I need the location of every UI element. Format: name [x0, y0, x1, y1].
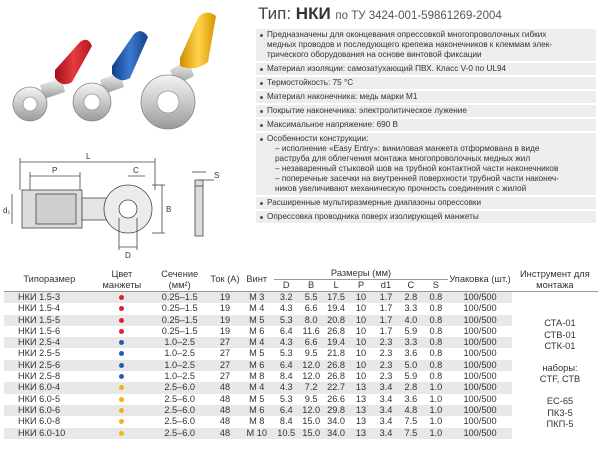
cell-dim: 10: [355, 371, 367, 382]
cell-dim: 6.4: [279, 325, 293, 336]
cell-screw: М 4: [240, 337, 274, 348]
tool-item: CTF, СТВ: [539, 374, 581, 385]
spec-line: Покрытие наконечника: электролитическое лужение: [267, 106, 467, 115]
cell-screw: М 6: [240, 405, 274, 416]
cell-section: 0.25–1.5: [161, 303, 198, 314]
cell-current: 27: [219, 348, 231, 359]
cell-dim: 13: [349, 428, 374, 439]
spec-line: Материал изоляции: самозатухающий ПВХ. Класс V-0 по UL94: [267, 64, 507, 73]
cell-current: 48: [219, 416, 231, 427]
header-dim: D: [274, 280, 299, 292]
title-prefix: Тип:: [258, 4, 292, 23]
cell-dim: 10: [349, 315, 374, 326]
cell-color: [95, 315, 149, 326]
header-screw: Винт: [240, 268, 274, 292]
cell-dim: 0.8: [429, 371, 443, 382]
table-row: [4, 337, 598, 348]
header-dim: S: [423, 280, 448, 292]
header-dim: d1: [374, 280, 399, 292]
cell-dim: 12.0: [299, 360, 324, 371]
cell-dim: 7.5: [398, 428, 423, 439]
cell-pack: 100/500: [448, 292, 511, 304]
title-name: НКИ: [295, 4, 331, 23]
cell-color: [95, 348, 149, 359]
color-dot-icon: [119, 397, 124, 402]
spec-line: Предназначены для оконцевания опрессовкой многопроволочных гибких: [267, 30, 547, 39]
cell-dim: 19.4: [327, 303, 346, 314]
cell-dim: 4.0: [398, 315, 423, 326]
cell-dim: 10: [355, 348, 367, 359]
cell-dim: 13: [355, 393, 367, 404]
cell-current: 27: [219, 371, 231, 382]
spec-item: [256, 29, 596, 61]
table-row: [4, 326, 598, 337]
table-row: [4, 371, 598, 382]
tool-list: [522, 318, 598, 431]
header-pack: Упаковка (шт.): [448, 268, 511, 292]
cell-dim: 17.5: [324, 292, 349, 304]
cell-section: 1.0–2.5: [149, 360, 210, 371]
spec-line: Расширенные мультиразмерные диапазоны опрессовки: [267, 198, 482, 207]
cell-dim: 11.6: [302, 325, 320, 336]
cell-dim: 21.8: [327, 348, 346, 359]
cell-color: [95, 326, 149, 337]
cell-dim: 4.8: [398, 405, 423, 416]
cell-type: НКИ 1.5-4: [18, 303, 61, 314]
cell-dim: 6.4: [274, 405, 299, 416]
cell-pack: 100/500: [448, 382, 511, 393]
table-row: [4, 292, 598, 304]
cell-dim: 1.0: [423, 382, 448, 393]
cell-dim: 3.4: [374, 405, 399, 416]
cell-color: [95, 382, 149, 393]
cell-dim: 7.5: [404, 416, 418, 427]
spec-item: [256, 197, 596, 209]
cell-type: НКИ 2.5-6: [4, 360, 95, 371]
cell-dim: 4.3: [274, 337, 299, 348]
cell-dim: 9.5: [304, 348, 318, 359]
cell-type: НКИ 2.5-8: [18, 371, 61, 382]
spec-list: [256, 29, 596, 225]
cell-color: [95, 428, 149, 439]
cell-dim: 3.3: [404, 303, 418, 314]
cell-current: 48: [210, 382, 239, 393]
cell-section: 0.25–1.5: [161, 325, 198, 336]
cell-dim: 0.8: [423, 360, 448, 371]
label-C: C: [133, 166, 139, 175]
cell-color: [95, 337, 149, 348]
cell-type: НКИ 6.0-4: [4, 382, 95, 393]
spec-item: [256, 119, 596, 131]
cell-dim: 1.7: [379, 303, 393, 314]
label-P: P: [52, 166, 58, 175]
cell-dim: 3.3: [398, 337, 423, 348]
cell-dim: 3.2: [274, 292, 299, 304]
cell-screw: М 10: [240, 428, 274, 439]
color-dot-icon: [119, 329, 124, 334]
spec-line: Особенности конструкции:: [267, 134, 369, 143]
cell-section: 1.0–2.5: [164, 348, 195, 359]
cell-dim: 4.3: [274, 382, 299, 393]
cell-dim: 8.4: [279, 416, 293, 427]
cell-type: НКИ 6.0-6: [4, 405, 95, 416]
cell-section: 0.25–1.5: [149, 315, 210, 326]
cell-dim: 5.3: [274, 315, 299, 326]
cell-screw: М 5: [249, 348, 265, 359]
cell-current: 48: [219, 393, 231, 404]
spec-line: Максимальное напряжение: 690 В: [267, 120, 398, 129]
cell-dim: 15.0: [302, 416, 321, 427]
cell-section: 0.25–1.5: [149, 292, 210, 304]
cell-pack: 100/500: [463, 348, 497, 359]
cell-dim: 0.8: [423, 315, 448, 326]
spec-item: [256, 77, 596, 89]
cell-current: 48: [210, 428, 239, 439]
spec-item: [256, 211, 596, 223]
spec-subline: – исполнение «Easy Entry»: виниловая манжета отформована в виде: [275, 144, 540, 153]
cell-dim: 1.7: [374, 315, 399, 326]
cell-dim: 29.8: [324, 405, 349, 416]
cell-current: 27: [210, 360, 239, 371]
spec-line: медных проводов и последующего крепежа наконечников к клеммам элек-: [267, 40, 553, 49]
cell-type: НКИ 6.0-10: [4, 428, 95, 439]
header-section: Сечение (мм²): [149, 268, 210, 292]
cell-dim: 9.5: [304, 393, 318, 404]
table-row: [4, 315, 598, 326]
label-d1: d₁: [3, 206, 11, 215]
cell-dim: 4.3: [279, 303, 293, 314]
cell-current: 19: [219, 325, 231, 336]
spec-line: Опрессовка проводника поверх изолирующей манжеты: [267, 212, 479, 221]
cell-section: 2.5–6.0: [164, 416, 195, 427]
tool-item: ЕС-65: [546, 395, 574, 406]
cell-dim: 2.3: [379, 371, 393, 382]
cell-section: 2.5–6.0: [149, 428, 210, 439]
cell-dim: 15.0: [299, 428, 324, 439]
tool-item: ПКП-5: [546, 419, 574, 430]
spec-line: трического оборудования на основе винтовой фиксации: [267, 50, 482, 59]
spec-line: Материал наконечника: медь марки М1: [267, 92, 418, 101]
cell-screw: М 4: [249, 303, 265, 314]
header-dim: C: [398, 280, 423, 292]
cell-pack: 100/500: [448, 405, 511, 416]
cell-current: 48: [210, 405, 239, 416]
cell-dim: 10: [355, 303, 367, 314]
cell-dim: 20.8: [324, 315, 349, 326]
label-B: B: [166, 205, 172, 214]
cell-dim: 0.8: [423, 292, 448, 304]
table-row: [4, 348, 598, 359]
cell-dim: 2.8: [398, 292, 423, 304]
color-dot-icon: [119, 340, 124, 345]
cell-type: НКИ 1.5-6: [18, 325, 61, 336]
cell-dim: 3.6: [404, 348, 418, 359]
spec-table: [4, 268, 598, 439]
label-D: D: [125, 251, 131, 260]
cell-section: 2.5–6.0: [164, 393, 195, 404]
cell-dim: 12.0: [299, 405, 324, 416]
table-row: [4, 416, 598, 427]
spacer: [522, 386, 598, 396]
cell-dim: 6.6: [299, 337, 324, 348]
color-dot-icon: [119, 351, 124, 356]
tool-item: ПК3-5: [547, 407, 573, 418]
color-dot-icon: [119, 385, 124, 390]
cell-color: [95, 292, 149, 304]
cell-screw: М 6: [249, 325, 265, 336]
cell-dim: 2.3: [374, 337, 399, 348]
cell-section: 2.5–6.0: [149, 382, 210, 393]
cell-section: 1.0–2.5: [149, 337, 210, 348]
tool-item: СТА-01: [544, 318, 576, 328]
cell-color: [95, 371, 149, 382]
cell-tool: [512, 292, 598, 304]
cell-pack: 100/500: [463, 325, 497, 336]
cell-dim: 0.8: [429, 325, 443, 336]
cell-dim: 10: [349, 292, 374, 304]
cell-dim: 10.5: [274, 428, 299, 439]
table-row: [4, 303, 598, 314]
cell-dim: 13: [349, 405, 374, 416]
cell-type: НКИ 2.5-4: [4, 337, 95, 348]
cell-color: [95, 405, 149, 416]
cell-dim: 1.7: [374, 292, 399, 304]
table-row: [4, 428, 598, 439]
cell-dim: 1.0: [423, 428, 448, 439]
color-dot-icon: [119, 408, 124, 413]
cell-screw: М 3: [240, 292, 274, 304]
cell-color: [95, 303, 149, 314]
cell-dim: 26.8: [327, 325, 346, 336]
spec-item: [256, 63, 596, 75]
cell-dim: 10: [349, 337, 374, 348]
color-dot-icon: [119, 374, 124, 379]
cell-current: 19: [210, 315, 239, 326]
cell-color: [95, 416, 149, 427]
cell-dim: 19.4: [324, 337, 349, 348]
tool-item: СТК-01: [544, 341, 576, 352]
color-dot-icon: [119, 318, 124, 323]
spec-item: [256, 91, 596, 103]
cell-color: [95, 360, 149, 371]
cell-dim: 0.8: [429, 348, 443, 359]
product-photo: [0, 0, 248, 145]
page-title: [258, 4, 598, 24]
cell-pack: 100/500: [463, 303, 497, 314]
cell-dim: 13: [355, 416, 367, 427]
cell-current: 19: [210, 292, 239, 304]
cell-dim: 2.8: [398, 382, 423, 393]
cell-type: НКИ 6.0-5: [18, 393, 61, 404]
spacer: [522, 353, 598, 363]
label-L: L: [86, 152, 91, 161]
spec-line: Термостойкость: 75 °С: [267, 78, 354, 87]
cell-dim: 1.0: [423, 405, 448, 416]
cell-dim: 34.0: [327, 416, 346, 427]
cell-screw: М 8: [249, 416, 265, 427]
cell-dim: 26.8: [324, 360, 349, 371]
cell-dim: 3.6: [404, 393, 418, 404]
tool-item: СТВ-01: [544, 329, 576, 340]
cell-dim: 8.0: [299, 315, 324, 326]
cell-screw: М 4: [240, 382, 274, 393]
cell-dim: 6.6: [304, 303, 318, 314]
header-dim: L: [324, 280, 349, 292]
cell-dim: 0.8: [429, 303, 443, 314]
spec-subline: раструба для облегчения монтажа многопроволочных медных жил: [275, 154, 531, 163]
cell-screw: М 8: [249, 371, 265, 382]
cell-dim: 26.8: [327, 371, 346, 382]
cell-dim: 3.4: [374, 382, 399, 393]
cell-dim: 5.3: [279, 393, 293, 404]
table-row: [4, 394, 598, 405]
cell-dim: 7.2: [299, 382, 324, 393]
cell-pack: 100/500: [463, 416, 497, 427]
tool-item: наборы:: [542, 362, 578, 373]
cell-type: НКИ 1.5-5: [4, 315, 95, 326]
header-color: Цвет манжеты: [95, 268, 149, 292]
label-S: S: [214, 171, 220, 180]
cell-dim: 10: [355, 325, 367, 336]
cell-dim: 13: [349, 382, 374, 393]
spec-subline: – незаваренный стыковой шов на трубной контактной части наконечников: [275, 164, 559, 173]
cell-current: 19: [219, 303, 231, 314]
cell-screw: М 6: [240, 360, 274, 371]
table-row: [4, 405, 598, 416]
spec-item: [256, 105, 596, 117]
cell-type: НКИ 2.5-5: [18, 348, 61, 359]
cell-dim: 5.9: [404, 325, 418, 336]
title-suffix: по ТУ 3424-001-59861269-2004: [335, 10, 502, 22]
cell-section: 2.5–6.0: [149, 405, 210, 416]
cell-dim: 3.4: [379, 416, 393, 427]
cell-section: 1.0–2.5: [164, 371, 195, 382]
cell-color: [95, 394, 149, 405]
color-dot-icon: [119, 431, 124, 436]
cell-type: НКИ 6.0-8: [18, 416, 61, 427]
spec-subline: – поперечные засечки на внутренней поверхности трубной части наконеч-: [275, 174, 559, 183]
cell-dim: 0.8: [423, 337, 448, 348]
header-dim: B: [299, 280, 324, 292]
cell-dim: 2.3: [379, 348, 393, 359]
header-sizes: Размеры (мм): [274, 268, 449, 280]
cell-dim: 5.0: [398, 360, 423, 371]
spec-item: [256, 133, 596, 195]
color-dot-icon: [119, 363, 124, 368]
table-row: [4, 382, 598, 393]
header-current: Ток (А): [210, 268, 239, 292]
cell-pack: 100/500: [448, 337, 511, 348]
cell-dim: 2.3: [374, 360, 399, 371]
cell-screw: М 5: [240, 315, 274, 326]
cell-pack: 100/500: [448, 428, 511, 439]
cell-dim: 3.4: [374, 428, 399, 439]
cell-dim: 5.5: [299, 292, 324, 304]
cell-current: 27: [210, 337, 239, 348]
cell-dim: 12.0: [302, 371, 321, 382]
cell-dim: 8.4: [279, 371, 293, 382]
cell-screw: М 5: [249, 393, 265, 404]
cell-dim: 34.0: [324, 428, 349, 439]
color-dot-icon: [119, 419, 124, 424]
cell-dim: 26.6: [327, 393, 346, 404]
cell-dim: 1.0: [429, 393, 443, 404]
cell-dim: 5.3: [279, 348, 293, 359]
cell-dim: 1.0: [429, 416, 443, 427]
color-dot-icon: [119, 306, 124, 311]
color-dot-icon: [119, 295, 124, 300]
cell-dim: 6.4: [274, 360, 299, 371]
cell-type: НКИ 1.5-3: [4, 292, 95, 304]
cell-dim: 10: [349, 360, 374, 371]
cell-tool: [512, 303, 598, 314]
cell-pack: 100/500: [448, 360, 511, 371]
cell-pack: 100/500: [448, 315, 511, 326]
header-tool: Инструмент для монтажа: [512, 268, 598, 292]
cell-dim: 3.4: [379, 393, 393, 404]
cell-pack: 100/500: [463, 393, 497, 404]
cell-dim: 5.9: [404, 371, 418, 382]
spec-subline: ников увеличивают механическую прочность соединения с жилой: [275, 184, 527, 193]
cell-dim: 22.7: [324, 382, 349, 393]
header-type: Типоразмер: [4, 268, 95, 292]
cell-dim: 1.7: [379, 325, 393, 336]
table-row: [4, 360, 598, 371]
header-dim: P: [349, 280, 374, 292]
cell-pack: 100/500: [463, 371, 497, 382]
yellow-terminal-image: [141, 12, 216, 129]
technical-drawing: [0, 150, 250, 260]
